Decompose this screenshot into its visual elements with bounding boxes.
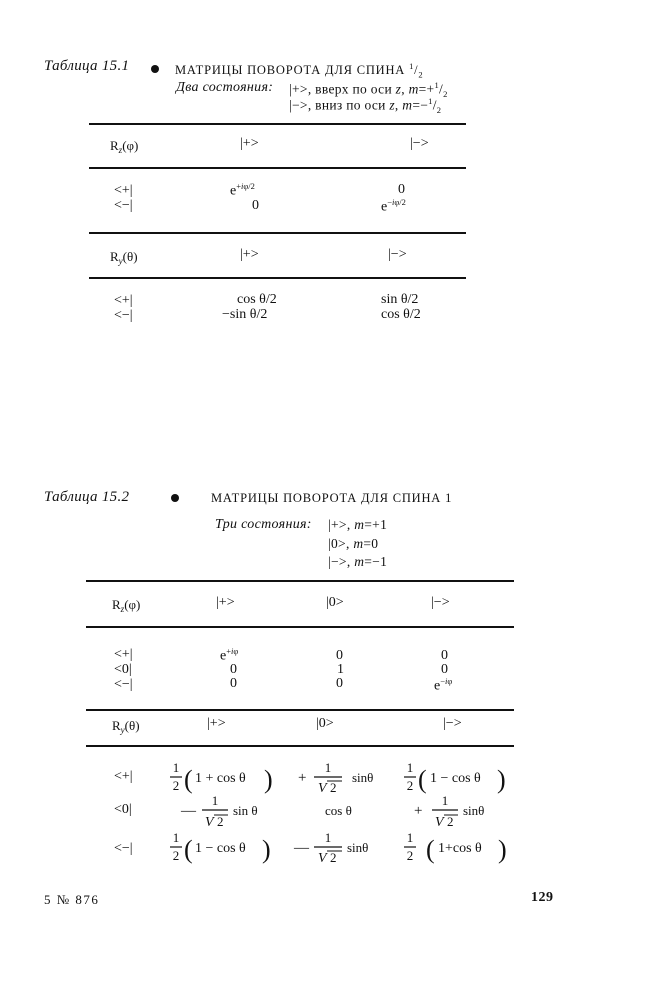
table1-label: Таблица 15.1: [44, 58, 130, 74]
svg-text:2: 2: [406, 848, 414, 863]
table2-rz-col-zero: |0>: [326, 595, 344, 610]
svg-text:1 − cos θ: 1 − cos θ: [430, 771, 481, 786]
svg-text:sin θ: sin θ: [233, 803, 258, 818]
table1-rz-row-minus: <−|: [114, 198, 133, 213]
table2-rz-header: $R_z(\varphi)$: [112, 597, 141, 614]
svg-text:(: (: [418, 765, 427, 794]
svg-text:2: 2: [406, 778, 414, 793]
table2-ry-cell-1-2: [298, 760, 373, 796]
table2-ry-cell-2-2: [325, 803, 352, 818]
svg-text:sinθ: sinθ: [352, 770, 374, 785]
table2-rz-row-minus: <−|: [114, 677, 133, 692]
table2-ry-cell-1-3: [404, 760, 506, 794]
table1-rz-cell-1-2: 0: [398, 182, 405, 197]
svg-text:V: V: [205, 815, 214, 830]
table2-ry-cell-3-3: [404, 830, 507, 864]
table2-ry-row-zero: <0|: [114, 802, 132, 817]
table2-rz-cell-2-2: 1: [337, 662, 344, 677]
table2-title: МАТРИЦЫ ПОВОРОТА ДЛЯ СПИНА 1: [211, 491, 453, 505]
table1-ry-col-minus: |−>: [388, 247, 407, 262]
svg-text:): ): [262, 835, 271, 864]
table2-rz-col-plus: |+>: [216, 595, 235, 610]
table1-rz-cell-2-1: 0: [252, 198, 259, 213]
svg-text:): ): [264, 765, 273, 794]
svg-text:1+cos θ: 1+cos θ: [438, 841, 482, 856]
svg-text:1 + cos θ: 1 + cos θ: [195, 771, 246, 786]
table1-rz-row-plus: <+|: [114, 183, 133, 198]
svg-text:—: —: [181, 803, 196, 819]
svg-text:): ): [498, 835, 507, 864]
svg-text:2: 2: [447, 814, 454, 829]
svg-text:sinθ: sinθ: [463, 803, 485, 818]
table2-rz-cell-1-3: 0: [441, 648, 448, 663]
printer-signature: 5 № 876: [44, 892, 100, 907]
table2-rz-cell-1-1: $e^{+i\varphi}$: [220, 646, 239, 664]
svg-text:1: 1: [406, 760, 414, 775]
svg-text:2: 2: [172, 778, 180, 793]
svg-text:1: 1: [172, 830, 180, 845]
table1-title: МАТРИЦЫ ПОВОРОТА ДЛЯ СПИНА $^1/_2$: [175, 61, 424, 80]
table1-ry-cell-1-2: sin θ/2: [381, 292, 419, 307]
svg-text:V: V: [318, 781, 327, 796]
svg-text:1 − cos θ: 1 − cos θ: [195, 841, 246, 856]
table2-rz-row-zero: <0|: [114, 662, 132, 677]
table1-ry-cell-2-2: cos θ/2: [381, 307, 421, 322]
table2-desc-label: Три состояния:: [215, 517, 312, 532]
svg-text:1: 1: [406, 830, 414, 845]
table2-rz-cell-3-3: $e^{-i\varphi}$: [434, 676, 453, 694]
table1-desc-line-1: |+>, вверх по оси z, $m=+^1/_2$: [289, 80, 448, 100]
table1-ry-cell-2-1: −sin θ/2: [222, 307, 268, 322]
table2-rz-cell-3-2: 0: [336, 676, 343, 691]
table2-rz-cell-1-2: 0: [336, 648, 343, 663]
svg-text:1: 1: [324, 760, 332, 775]
table2-rz-col-minus: |−>: [431, 595, 450, 610]
table1-rz-col-plus: |+>: [240, 136, 259, 151]
table2-ry-cell-2-3: [414, 793, 484, 830]
svg-text:2: 2: [330, 850, 337, 865]
svg-text:2: 2: [330, 780, 337, 795]
table2-desc-line-2: |0>, m=0: [328, 536, 379, 551]
table2-ry-col-zero: |0>: [316, 716, 334, 731]
table1-rz-header: $R_z(\varphi)$: [110, 138, 139, 155]
table1-ry-header: $R_y(\theta)$: [110, 249, 138, 266]
page-number: 129: [531, 890, 554, 905]
table2-ry-row-minus: <−|: [114, 841, 133, 856]
svg-text:cos θ: cos θ: [325, 803, 352, 818]
table1-ry-row-plus: <+|: [114, 293, 133, 308]
table2-desc-line-1: |+>, m=+1: [328, 517, 388, 532]
table1-rz-cell-1-1: $e^{+i\varphi/2}$: [230, 181, 255, 199]
svg-text:1: 1: [211, 793, 219, 808]
table2-ry-row-plus: <+|: [114, 769, 133, 784]
svg-text:(: (: [184, 835, 193, 864]
svg-text:(: (: [184, 765, 193, 794]
table1-rz-cell-2-2: $e^{-i\varphi/2}$: [381, 197, 406, 215]
table2-label: Таблица 15.2: [44, 489, 130, 505]
table2-ry-header: $R_y(\theta)$: [112, 718, 140, 735]
svg-text:2: 2: [172, 848, 180, 863]
table1-ry-cell-1-1: cos θ/2: [237, 292, 277, 307]
table2-desc-line-3: |−>, m=−1: [328, 554, 388, 569]
table2-rz-cell-2-3: 0: [441, 662, 448, 677]
table1-desc-label: Два состояния:: [176, 80, 274, 95]
svg-text:V: V: [435, 815, 444, 830]
svg-text:1: 1: [172, 760, 180, 775]
svg-text:1: 1: [441, 793, 449, 808]
svg-text:2: 2: [217, 814, 224, 829]
table2-ry-cell-2-1: [180, 793, 258, 830]
table1-desc-line-2: |−>, вниз по оси z, $m=-^1/_2$: [289, 96, 442, 116]
table2-ry-cell-3-2: [293, 830, 368, 866]
table1-rz-col-minus: |−>: [410, 136, 429, 151]
table2-ry-cell-1-1: [170, 760, 273, 794]
svg-text:+: +: [414, 803, 423, 819]
table2-rz-cell-2-1: 0: [230, 662, 237, 677]
table1-ry-row-minus: <−|: [114, 308, 133, 323]
table2-ry-col-plus: |+>: [207, 716, 226, 731]
svg-text:sinθ: sinθ: [347, 840, 369, 855]
table1-ry-col-plus: |+>: [240, 247, 259, 262]
svg-text:—: —: [294, 840, 309, 856]
table2-ry-col-minus: |−>: [443, 716, 462, 731]
svg-text:1: 1: [324, 830, 332, 845]
table2-rz-row-plus: <+|: [114, 647, 133, 662]
svg-text:): ): [497, 765, 506, 794]
svg-text:V: V: [318, 851, 327, 866]
svg-text:+: +: [298, 770, 307, 786]
table2-rz-cell-3-1: 0: [230, 676, 237, 691]
table2-ry-cell-3-1: [170, 830, 271, 864]
svg-text:(: (: [426, 835, 435, 864]
